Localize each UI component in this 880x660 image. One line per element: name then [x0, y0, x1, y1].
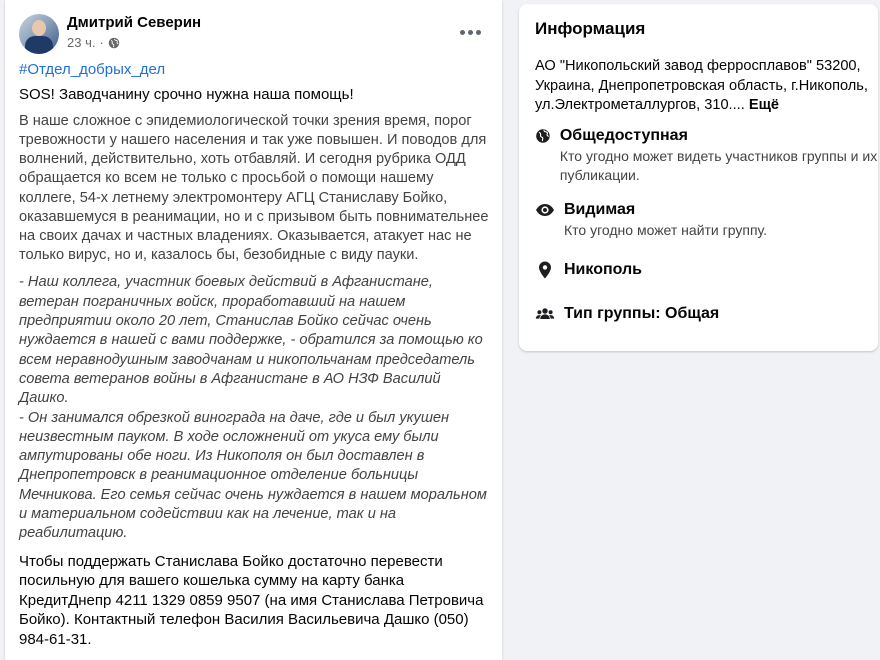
- post-time[interactable]: 23 ч.: [67, 35, 96, 50]
- post-quote-2: - Он занимался обрезкой винограда на даче, где и был укушен неизвестным пауком. В ходе осложнений от укуса ему были ампутированы обе ноги. Из Никополя он был доставлен в Днепропетровск в реанимационное отделение больницы Мечникова. Его семья сейчас очень нуждается в нашем моральном и материальном содействии как на лечение, так и на реабилитацию.: [19, 409, 487, 542]
- meta-separator: ·: [99, 35, 104, 50]
- location-row: [535, 260, 642, 280]
- author-name[interactable]: Дмитрий Северин: [67, 14, 202, 31]
- group-address: [535, 57, 870, 116]
- see-more-link[interactable]: Ещё: [748, 97, 780, 113]
- group-info-card: [519, 4, 878, 351]
- eye-icon: [535, 200, 555, 220]
- location-name[interactable]: Никополь: [564, 261, 642, 278]
- post-closing: Чтобы поддержать Станислава Бойко достаточно перевести посильную для вашего кошелька сумму на карту банка КредитДнепр 4211 1329 0859 9507 (на имя Станислава Петровича Бойко). Контактный телефон Василия Васильевича Дашко (050) 984-61-31.: [19, 552, 484, 648]
- post-quote-1: - Наш коллега, участник боевых действий в Афганистане, ветеран пограничных войск, проработавший на нашем предприятии около 20 лет, Станислав Бойко сейчас очень нуждается в нашей с вами поддержке, - обратился за помощью ко всем неравнодушным заводчанам и никопольчанам председатель совета ветеранов войны в Афганистане в АО НЗФ Василий Дашко.: [19, 274, 483, 407]
- avatar-body: [25, 36, 53, 54]
- address-text: АО "Никопольский завод ферросплавов" 53200, Украина, Днепропетровская область, г.Никополь, ул.Электрометаллургов, 310....: [535, 58, 868, 113]
- post-meta: [67, 35, 120, 50]
- group-type-row: [535, 304, 719, 324]
- author-avatar[interactable]: [19, 14, 59, 54]
- people-icon: [535, 304, 555, 324]
- privacy-description: Кто угодно может видеть участников группы и их публикации.: [559, 148, 878, 183]
- info-title: Информация: [535, 19, 646, 38]
- visibility-title: Видимая: [564, 201, 636, 218]
- privacy-row: [535, 126, 878, 185]
- post-headline: SOS! Заводчанину срочно нужна наша помощь!: [19, 86, 354, 104]
- hashtag-link[interactable]: #Отдел_добрых_дел: [19, 61, 166, 78]
- globe-icon: [535, 126, 551, 146]
- audience-globe-icon[interactable]: [108, 37, 120, 49]
- privacy-title: Общедоступная: [559, 127, 688, 144]
- post-card: [5, 0, 502, 660]
- more-options-icon[interactable]: [453, 20, 487, 44]
- location-pin-icon: [535, 260, 555, 280]
- group-type: Тип группы: Общая: [564, 305, 720, 322]
- visibility-row: [535, 200, 767, 240]
- avatar-head: [32, 20, 46, 36]
- post-content: [19, 60, 491, 649]
- visibility-description: Кто угодно может найти группу.: [564, 222, 768, 238]
- post-paragraph: В наше сложное с эпидемиологической точки зрения время, порог тревожности у нашего населения и так уже повышен. И поводов для волнений, действительно, хоть отбавляй. И сегодня рубрика ОДД обращается ко всем не только с просьбой о помощи нашему коллеге, 54-х летнему электромонтеру АГЦ Станиславу Бойко, оказавшемуся в реанимации, но и с призывом быть повнимательнее на своих дачах и частных владениях. Оказывается, атакует нас не только вирус, но и, казалось бы, безобидные с виду пауки.: [19, 112, 489, 264]
